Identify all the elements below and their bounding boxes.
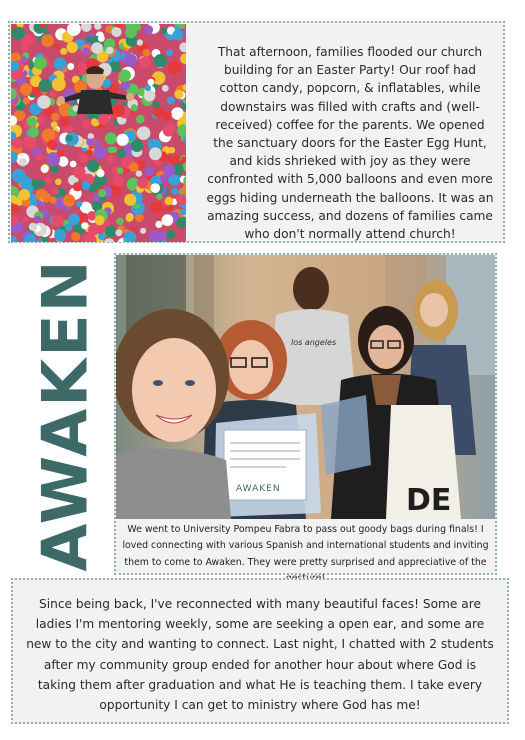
balloon	[20, 176, 32, 188]
balloon	[124, 54, 137, 67]
balloon	[171, 188, 178, 195]
balloon	[54, 43, 60, 49]
balloon	[37, 95, 51, 109]
balloon	[37, 117, 45, 125]
balloon	[70, 161, 77, 168]
balloon	[105, 132, 117, 144]
balloon	[60, 48, 67, 55]
balloon	[136, 115, 144, 123]
balloon	[52, 215, 64, 227]
balloon	[156, 194, 162, 200]
balloon	[47, 140, 57, 150]
balloon	[51, 113, 59, 121]
balloon	[39, 79, 52, 92]
balloon	[73, 166, 86, 179]
balloon	[81, 181, 90, 190]
reflection-text: Since being back, I've reconnected with many beautiful faces! Some are ladies I'm mentoring weekly, some are seeking a open ear, and some are new to the city and wanting to connect. Last night, I chatted with 2 students after my community group ended for another hour about where God is taking them after graduation and what He is teaching them. I take every opportunity I can get to ministry where God has me!	[26, 597, 494, 713]
balloon	[22, 216, 29, 223]
balloon	[98, 114, 109, 125]
balloon	[137, 178, 148, 189]
balloon	[140, 228, 146, 234]
balloon	[115, 229, 122, 236]
balloon	[94, 139, 101, 146]
balloon	[106, 47, 113, 54]
balloon	[105, 225, 117, 237]
balloon	[117, 134, 129, 146]
balloon	[129, 162, 139, 172]
balloon	[52, 77, 66, 91]
balloon	[137, 126, 151, 140]
tote-text: DE	[406, 483, 452, 518]
awaken-photo-caption: We went to University Pompeu Fabra to pass out goody bags during finals! I loved connecting with various Spanish and international students and inviting them to come to Awaken. They were pretty surprised and appreciative of the	[122, 524, 489, 568]
balloon	[82, 120, 91, 129]
balloon	[165, 111, 172, 118]
balloon	[121, 80, 131, 90]
balloon	[154, 54, 167, 67]
balloon	[29, 223, 37, 231]
balloon	[19, 158, 27, 166]
balloon	[12, 27, 25, 40]
balloon	[93, 181, 101, 189]
balloon	[117, 149, 126, 158]
balloon	[111, 27, 121, 37]
balloon	[55, 179, 62, 186]
balloon	[54, 229, 66, 241]
balloon	[150, 201, 162, 213]
awaken-title-text: AWAKEN	[28, 258, 102, 572]
balloon	[11, 204, 19, 212]
balloon	[39, 180, 46, 187]
balloon	[34, 57, 47, 70]
balloon	[165, 197, 173, 205]
balloon	[116, 218, 124, 226]
balloon	[172, 30, 183, 41]
balloon	[149, 147, 162, 160]
balloon	[67, 42, 78, 53]
balloon	[168, 61, 181, 74]
balloon	[174, 90, 183, 99]
balloon	[81, 222, 88, 229]
balloon	[98, 189, 106, 197]
balloon	[162, 85, 169, 92]
balloon	[67, 63, 74, 70]
balloon	[144, 25, 153, 34]
balloon	[48, 153, 55, 160]
balloon	[27, 117, 37, 127]
balloon	[82, 47, 90, 55]
balloon	[98, 233, 105, 240]
balloon	[126, 214, 134, 222]
balloon	[87, 160, 99, 172]
balloon	[144, 90, 156, 102]
balloon	[105, 26, 112, 33]
balloon	[71, 232, 80, 241]
balloon	[20, 83, 32, 95]
balloon	[78, 62, 87, 71]
balloon	[155, 221, 162, 228]
balloon	[28, 127, 39, 138]
balloon	[54, 58, 67, 71]
balloon	[163, 126, 174, 137]
balloon	[124, 194, 136, 206]
balloon	[139, 56, 151, 68]
balloon	[52, 188, 59, 195]
group-selfie-photo	[116, 255, 495, 519]
balloon	[41, 34, 54, 47]
balloon	[111, 147, 117, 153]
balloon	[112, 104, 125, 117]
person-front-selfie	[116, 309, 231, 519]
balloon	[136, 170, 142, 176]
balloon	[41, 193, 51, 203]
balloon	[76, 201, 82, 207]
easter-party-text: That afternoon, families flooded our church building for an Easter Party! Our roof had cotton candy, popcorn, & inflatables, while downstairs was filled with crafts and (well-received) coffee for the parents. We opened the sanctuary doors for the Easter Egg Hunt, and kids shrieked with joy as they were confronted with 5,000 balloons and even more eggs hiding underneath the balloons. It was an amazing success, and dozens of families came who don't normally attend church!	[206, 45, 494, 242]
balloon	[145, 85, 151, 91]
balloon	[41, 165, 49, 173]
balloon	[51, 121, 58, 128]
balloon	[93, 146, 107, 160]
reflection-section	[11, 578, 509, 724]
balloon	[59, 117, 69, 127]
balloon	[97, 169, 105, 177]
balloon	[131, 104, 138, 111]
balloon	[161, 28, 167, 34]
balloon	[79, 153, 88, 162]
balloon	[150, 183, 160, 193]
balloon	[162, 214, 174, 226]
balloon	[160, 174, 168, 182]
balloon	[113, 176, 124, 187]
balloon	[73, 182, 82, 191]
balloon	[86, 139, 93, 146]
balloon	[94, 215, 104, 225]
balloon	[147, 139, 154, 146]
balloon	[36, 153, 43, 160]
balloon	[166, 230, 175, 239]
shirt-text: los angeles	[291, 338, 337, 347]
balloon	[34, 216, 41, 223]
awaken-vertical-title	[24, 258, 106, 572]
easter-party-section	[8, 21, 505, 243]
balloon	[144, 166, 154, 176]
bag-logo-text: AWAKEN	[236, 484, 281, 494]
balloon	[117, 167, 124, 174]
balloon	[166, 49, 173, 56]
balloon	[137, 39, 143, 45]
balloon	[167, 97, 175, 105]
balloon	[131, 140, 143, 152]
balloon	[98, 35, 105, 42]
balloon	[148, 79, 155, 86]
balloon	[106, 155, 115, 164]
balloon	[86, 149, 93, 156]
balloon	[65, 224, 73, 232]
balloon	[50, 91, 57, 98]
balloon	[143, 49, 151, 57]
balloon	[23, 97, 30, 104]
balloon	[66, 135, 73, 142]
balloon-pit-photo	[11, 24, 186, 242]
balloon	[19, 189, 30, 200]
balloon	[91, 42, 103, 54]
balloon	[125, 26, 137, 38]
balloon	[119, 70, 131, 82]
balloon	[63, 194, 75, 206]
balloon	[153, 107, 164, 118]
balloon	[68, 213, 80, 225]
awaken-photo-section	[114, 253, 497, 575]
